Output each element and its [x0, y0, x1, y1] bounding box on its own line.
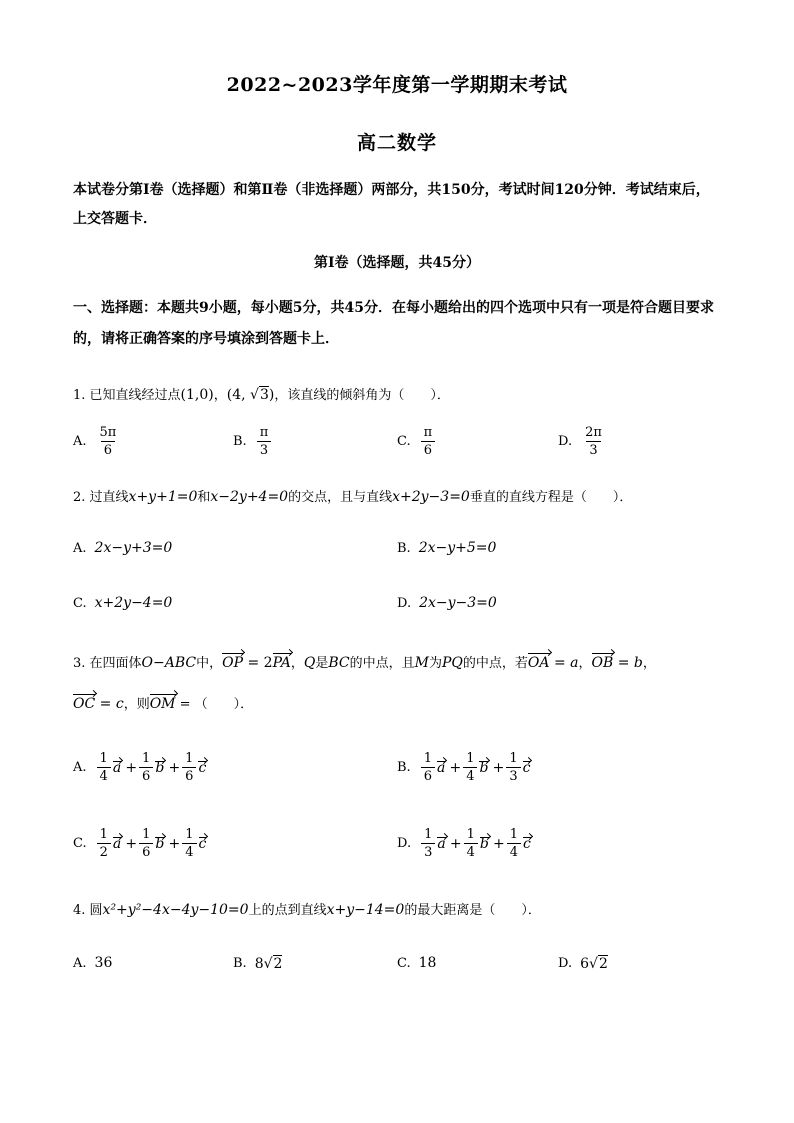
q1-option-d[interactable]: D. $\frac{2\pi}{3}$	[558, 424, 607, 459]
q2-option-a[interactable]: A. 2x−y+3=0	[73, 540, 173, 556]
question-2-stem: 2. 过直线x+y+1=0和x−2y+4=0的交点，且与直线x+2y−3=0垂直的直线方程是（ ）．	[73, 489, 633, 505]
question-4-stem: 4. 圆x²+y²−4x−4y−10=0上的点到直线x+y−14=0的最大距离是（ ）．	[73, 902, 541, 918]
exam-subject: 高二数学	[356, 132, 437, 154]
q2-equation-2: x−2y+4=0	[210, 489, 289, 505]
vector-om: OM	[150, 693, 176, 715]
q2-option-c[interactable]: C. x+2y−4=0	[73, 595, 173, 611]
q1-option-d-fraction: $\frac{2\pi}{3}$	[585, 425, 602, 458]
question-3-stem-line-1: 3. 在四面体O−ABC中，OP = 2PA，Q是BC的中点，且M为PQ的中点，若OA = a，OB = b，	[73, 652, 733, 675]
exam-title: 2022~2023学年度第一学期期末考试	[226, 74, 568, 96]
q4-circle-equation: x²+y²−4x−4y−10=0	[102, 902, 249, 918]
question-3-stem-line-2: OC = c，则OM = （ ）．	[73, 693, 733, 716]
q1-option-a[interactable]: A. $\frac{5\pi}{6}$	[73, 424, 121, 459]
q2-equation-3: x+2y−3=0	[392, 489, 470, 505]
vector-pa: PA	[273, 652, 291, 674]
q3-option-c[interactable]: C. $\frac{1}{2}$ a + $\frac{1}{6}$ b + $\frac{1}{4}$ c	[73, 827, 207, 860]
q1-point-1: (1,0)	[180, 387, 214, 403]
q3-option-a[interactable]: A. $\frac{1}{4}$ a + $\frac{1}{6}$ b + $\frac{1}{6}$ c	[73, 751, 207, 784]
q2-option-b[interactable]: B. 2x−y+5=0	[397, 540, 497, 556]
q1-option-a-fraction: $\frac{5\pi}{6}$	[99, 425, 117, 458]
vector-oa: OA	[528, 652, 550, 674]
q1-point-2: (4, √3)	[226, 387, 275, 403]
q1-comma: ，	[213, 388, 227, 403]
q3-option-d[interactable]: D. $\frac{1}{3}$ a + $\frac{1}{4}$ b + $\frac{1}{4}$ c	[397, 827, 531, 860]
q3-option-b[interactable]: B. $\frac{1}{6}$ a + $\frac{1}{4}$ b + $\frac{1}{3}$ c	[397, 751, 531, 784]
q1-option-b[interactable]: B. $\frac{\pi}{3}$	[233, 424, 273, 459]
q4-line-equation: x+y−14=0	[326, 902, 405, 918]
section-one-instructions: 一、选择题：本题共9小题，每小题5分，共45分．在每小题给出的四个选项中只有一项是符合题目要求的，请将正确答案的序号填涂到答题卡上．	[73, 300, 714, 347]
q4-option-c[interactable]: C. 18	[397, 955, 437, 971]
q2-option-d[interactable]: D. 2x−y−3=0	[397, 595, 497, 611]
vector-ob: OB	[592, 652, 614, 674]
q1-text-b: ，该直线的倾斜角为（ ）．	[274, 388, 450, 403]
q1-option-c[interactable]: C. $\frac{\pi}{6}$	[397, 424, 437, 459]
part-one-heading: 第Ⅰ卷（选择题，共45分）	[313, 255, 481, 271]
q1-option-c-fraction: $\frac{\pi}{6}$	[421, 424, 436, 459]
q4-option-d[interactable]: D. 6 √ 2	[558, 955, 608, 972]
question-1-stem	[73, 384, 733, 407]
q1-option-b-fraction: $\frac{\pi}{3}$	[257, 424, 272, 459]
q1-text-a: 1. 已知直线经过点	[73, 388, 181, 403]
q4-option-b[interactable]: B. 8 √ 2	[233, 955, 283, 972]
q2-equation-1: x+y+1=0	[128, 489, 198, 505]
exam-instructions: 本试卷分第Ⅰ卷（选择题）和第Ⅱ卷（非选择题）两部分，共150分，考试时间120分钟．考试结束后，上交答题卡．	[73, 182, 710, 227]
vector-oc: OC	[73, 693, 95, 715]
vector-op: OP	[222, 652, 243, 674]
q4-option-a[interactable]: A. 36	[73, 955, 113, 971]
